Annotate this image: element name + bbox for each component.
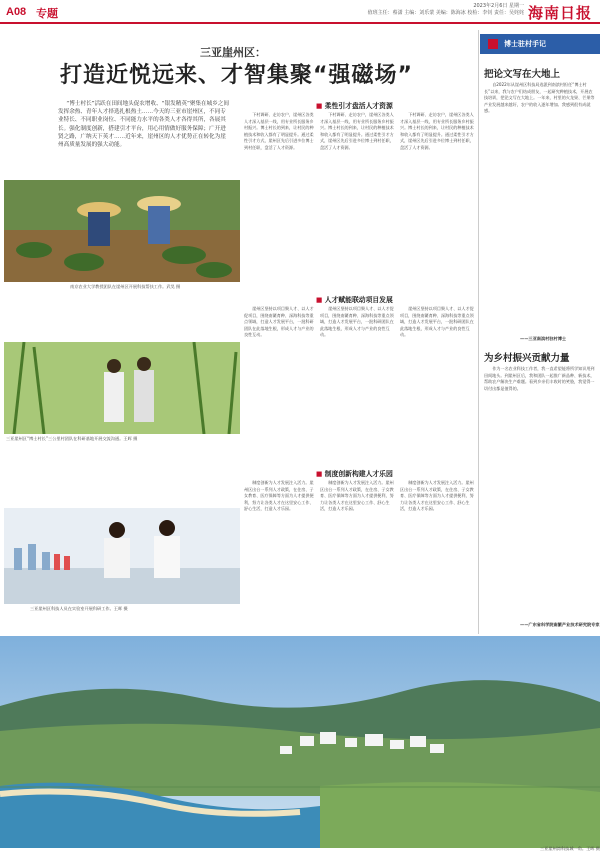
subhead-1: ■ 柔性引才盘活人才资源	[316, 100, 393, 110]
body-column-1: 下村调研、走访农户，崖州区各类人才深入基层一线，用专业所长服务乡村振兴。博士村长的到来，让村民的种植技术和收入都有了明显提升。通过柔性引才方式，崖州区先后引进多位博士到村任职，盘活了人才资源。	[244, 112, 314, 150]
body-column-4: 崖州区坚持以项目聚人才、以人才促项目，围绕南繁育种、深海科技等重点领域，打造人才发展平台，一批科研团队在此落地生根，形成人才与产业的良性互动。	[244, 306, 314, 338]
photo-aerial-coast	[0, 636, 600, 848]
sidebar-title-1: 把论文写在大地上	[484, 69, 561, 80]
issue-date: 2023年2月6日 星期一	[473, 3, 524, 9]
photo-caption-3: 三亚崖州区科技人员在实验室开展科研工作。王晖 摄	[30, 606, 128, 611]
page-header	[0, 0, 600, 24]
photo-caption-1: 南京农业大学教授团队在崖州区开展科技帮扶工作。武昊 摄	[70, 284, 181, 289]
page-number: A08	[6, 6, 27, 18]
subhead-2: ■ 人才赋能联动项目发展	[316, 294, 393, 304]
subhead-3: ■ 制度创新构建人才乐园	[316, 468, 393, 478]
photo-lab	[4, 508, 240, 604]
intro-paragraph: “博士村长”活跃在田间地头促农增收、“银发精英”聚集在城乡之间发挥余热、青年人才择选扎根热土……今天的三亚市崖州区，不同专业特长、不同职业岗位、不同能力水平的各类人才各得其所，各展其长。强化制度创新，搭建引才平台，用心用情做好服务保障；广开进贤之路，广纳天下英才……近年来，崖州区的人才优势正在转化为崖州高质量发展的强大动能。	[58, 101, 230, 149]
section-label: 专题	[36, 7, 58, 20]
body-column-2: 下村调研、走访农户，崖州区各类人才深入基层一线，用专业所长服务乡村振兴。博士村长的到来，让村民的种植技术和收入都有了明显提升。通过柔性引才方式，崖州区先后引进多位博士到村任职，盘活了人才资源。	[320, 112, 394, 150]
issue-info	[324, 3, 524, 17]
photo-caption-4: 三亚崖州湾科技城一角。王晖 摄	[540, 846, 600, 851]
sidebar-title-2: 为乡村振兴贡献力量	[484, 353, 570, 364]
issue-staff: 值班主任：蔡潇 主编：刘乐蒙 美编：陈海冰 校检：李钊 责任：吴姹姹	[367, 10, 524, 16]
sidebar-sign-1: ——三亚南滨村驻村博士	[520, 336, 567, 341]
sidebar-body-1: 自2022年从崖州区科技局选派到南滨村担任“博士村长”以来，我与农户们结成朋友，一起研究种植技术，开展农技培训，把论文写在大地上。一年来，村里的火龙果、芒果等产业发展越来越好，农户的收入逐年增加。我感到很有成就感。	[484, 82, 595, 114]
photo-caption-2: 三亚崖州区“博士村长”三公里村团队在科研基地开展交流沟通。王晖 摄	[6, 436, 138, 441]
sidebar-body-2: 作为一名农业科技工作者，我一直希望能将所学知识用到田间地头。到崖州区后，我和团队一起推广新品种、新技术，帮助农户解决生产难题。看到乡亲们丰收时的笑脸，我觉得一切付出都是值得的。	[484, 366, 595, 391]
sidebar-header	[480, 34, 600, 54]
photo-corn-field	[4, 342, 240, 434]
body-column-8: 制度创新为人才发展注入活力。崖州区出台一系列人才政策，在住房、子女教育、医疗保障等方面为人才提供便利，努力让各类人才在这里安心工作、舒心生活，打造人才乐园。	[320, 480, 394, 512]
body-column-7: 制度创新为人才发展注入活力。崖州区出台一系列人才政策，在住房、子女教育、医疗保障等方面为人才提供便利，努力让各类人才在这里安心工作、舒心生活，打造人才乐园。	[244, 480, 314, 512]
body-column-5: 崖州区坚持以项目聚人才、以人才促项目，围绕南繁育种、深海科技等重点领域，打造人才发展平台，一批科研团队在此落地生根，形成人才与产业的良性互动。	[320, 306, 394, 338]
kicker: 三亚崖州区：	[200, 46, 266, 59]
column-divider	[478, 30, 479, 634]
headline: 打造近悦远来、才智集聚“强磁场”	[60, 63, 413, 88]
sidebar-sign-2: ——广东省科学院南繁产业技术研究院专家	[520, 622, 600, 627]
body-column-6: 崖州区坚持以项目聚人才、以人才促项目，围绕南繁育种、深海科技等重点领域，打造人才发展平台，一批科研团队在此落地生根，形成人才与产业的良性互动。	[400, 306, 474, 338]
sidebar-label: 博士驻村手记	[504, 40, 546, 48]
body-column-3: 下村调研、走访农户，崖州区各类人才深入基层一线，用专业所长服务乡村振兴。博士村长的到来，让村民的种植技术和收入都有了明显提升。通过柔性引才方式，崖州区先后引进多位博士到村任职，盘活了人才资源。	[400, 112, 474, 150]
body-column-9: 制度创新为人才发展注入活力。崖州区出台一系列人才政策，在住房、子女教育、医疗保障等方面为人才提供便利，努力让各类人才在这里安心工作、舒心生活，打造人才乐园。	[400, 480, 474, 512]
masthead: 海南日报	[527, 4, 592, 22]
photo-farm-workers	[4, 180, 240, 282]
